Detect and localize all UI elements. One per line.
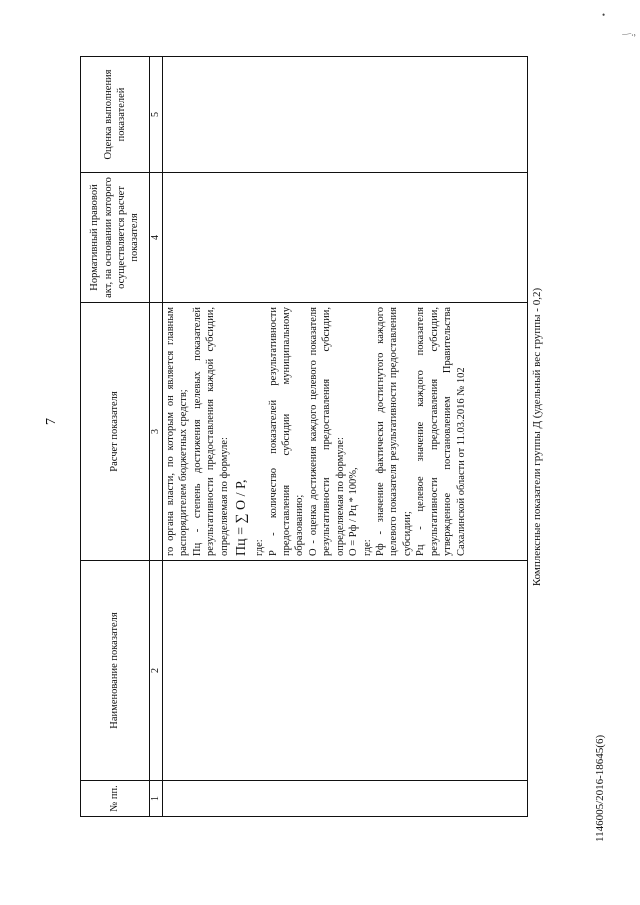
- cell-num: [163, 781, 528, 817]
- cell-name: [163, 561, 528, 781]
- col-number: 3: [150, 303, 163, 561]
- col-number: 5: [150, 57, 163, 173]
- calc-formula: Пц = ∑ О / Р,: [234, 479, 250, 556]
- calc-line: Р - количество показателей результативности предоставления субсидии муниципальному образованию;: [267, 307, 306, 556]
- col-number: 4: [150, 173, 163, 303]
- column-numbers-row: [150, 57, 163, 817]
- header-act: Нормативный правовой акт, на основании которого осуществляется расчет показателя: [81, 173, 150, 303]
- calc-line: где:: [254, 539, 266, 556]
- table-row: [163, 57, 528, 817]
- table-header-row: [81, 57, 150, 817]
- header-num: № пп.: [81, 781, 150, 817]
- document-id: 1146005/2016-18645(6): [594, 734, 606, 842]
- calc-line: где:: [361, 539, 373, 556]
- calc-line: Рф - значение фактически достигнутого каждого целевого показателя результативности предоставления субсидии;: [375, 307, 413, 556]
- group-footer-caption: Комплексные показатели группы Д (удельный вес группы - 0,2): [531, 287, 543, 587]
- cell-eval: [163, 57, 528, 173]
- page-number: 7: [44, 418, 59, 425]
- cell-act: [163, 173, 528, 303]
- calc-line: Пц - степень достижения целевых показателей результативности предоставления каждой субсидии, определяемая по формуле:: [191, 307, 230, 556]
- rotated-table-block: [80, 57, 548, 817]
- header-eval: Оценка выполнения показателей: [81, 57, 150, 173]
- col-number: 1: [150, 781, 163, 817]
- calc-line: го органа власти, по которым он является главным распорядителем бюджетных средств;: [165, 307, 190, 556]
- calc-line: Рц - целевое значение каждого показателя результативности предоставления субсидии, утвержденное постановлением Правительства Сахалинской области от 11.03.2016 № 102: [415, 307, 467, 556]
- calc-formula: О = Рф / Рц * 100%,: [348, 467, 360, 556]
- header-name: Наименование показателя: [81, 561, 150, 781]
- calc-line: О - оценка достижения каждого целевого показателя результативности предоставления субсидии, определяемая по формуле:: [307, 307, 346, 556]
- indicators-table: [80, 56, 528, 817]
- scan-mark: •: [602, 10, 606, 20]
- header-calc: Расчет показателя: [81, 303, 150, 561]
- scan-mark: —.,: [621, 27, 637, 39]
- cell-calc: [163, 303, 528, 561]
- col-number: 2: [150, 561, 163, 781]
